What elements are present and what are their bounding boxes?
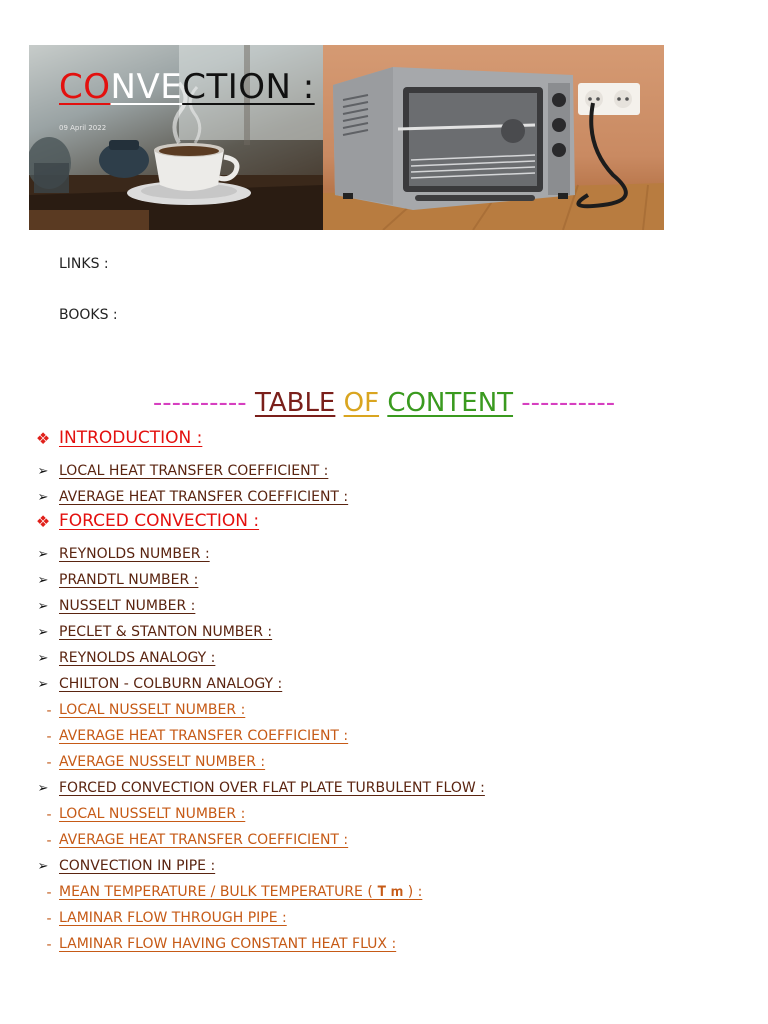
toc-item[interactable] [0,884,768,906]
toc-heading-word-of: OF [343,388,380,418]
dash-bullet-icon: - [46,885,52,901]
toc-item[interactable] [0,780,768,802]
toc-link[interactable]: AVERAGE HEAT TRANSFER COEFFICIENT : [59,728,349,744]
toc-item[interactable] [0,463,768,485]
toc-heading-dashes-left: ---------- [152,388,247,418]
toc-item[interactable] [0,489,768,511]
toc-link[interactable]: PECLET & STANTON NUMBER : [59,624,273,640]
dash-bullet-icon: - [46,833,52,849]
toc-link[interactable]: LOCAL NUSSELT NUMBER : [59,806,246,822]
toc-link[interactable]: LOCAL HEAT TRANSFER COEFFICIENT : [59,463,329,479]
toc-item[interactable] [0,910,768,932]
toc-item[interactable] [0,546,768,568]
header-banner [29,45,664,230]
toc-link[interactable]: CHILTON - COLBURN ANALOGY : [59,676,283,692]
arrow-bullet-icon: ➢ [37,651,49,666]
arrow-bullet-icon: ➢ [37,573,49,588]
toc-item[interactable] [0,728,768,750]
toc-link-forced-convection[interactable]: FORCED CONVECTION : [59,511,260,531]
toc-item[interactable] [0,832,768,854]
toc-link[interactable]: LAMINAR FLOW HAVING CONSTANT HEAT FLUX : [59,936,397,952]
toc-item[interactable] [0,650,768,672]
toc-item[interactable] [0,806,768,828]
toc-link[interactable]: LOCAL NUSSELT NUMBER : [59,702,246,718]
toc-item[interactable] [0,513,768,535]
toc-link-introduction[interactable]: INTRODUCTION : [59,428,203,448]
links-label: LINKS : [59,256,109,272]
arrow-bullet-icon: ➢ [37,781,49,796]
toc-link[interactable]: FORCED CONVECTION OVER FLAT PLATE TURBULENT FLOW : [59,780,485,796]
arrow-bullet-icon: ➢ [37,490,49,505]
toc-link[interactable]: AVERAGE HEAT TRANSFER COEFFICIENT : [59,832,349,848]
toc-link[interactable]: LAMINAR FLOW THROUGH PIPE : [59,910,287,926]
toaster-oven-illustration [323,45,664,230]
toc-link[interactable]: CONVECTION IN PIPE : [59,858,216,874]
toc-heading-word-content: CONTENT [387,388,514,418]
oven-photo [323,45,664,230]
arrow-bullet-icon: ➢ [37,625,49,640]
dash-bullet-icon: - [46,807,52,823]
title-part-3: CTION : [182,67,315,107]
toc-item[interactable] [0,858,768,880]
toc-heading-word-table: TABLE [254,388,336,418]
toc-item[interactable] [0,754,768,776]
toc-item[interactable] [0,572,768,594]
toc-item[interactable] [0,624,768,646]
arrow-bullet-icon: ➢ [37,599,49,614]
books-label: BOOKS : [59,307,118,323]
publish-date: 09 April 2022 [59,124,107,132]
diamond-bullet-icon: ❖ [35,512,51,531]
toc-link[interactable]: NUSSELT NUMBER : [59,598,196,614]
title-part-1: CO [59,67,111,107]
arrow-bullet-icon: ➢ [37,677,49,692]
coffee-cup-photo [29,45,323,230]
toc-item[interactable] [0,936,768,958]
dash-bullet-icon: - [46,703,52,719]
toc-link[interactable]: PRANDTL NUMBER : [59,572,199,588]
toc-link[interactable]: AVERAGE NUSSELT NUMBER : [59,754,266,770]
toc-item[interactable] [0,676,768,698]
toc-item[interactable] [0,702,768,724]
toc-heading [0,388,768,418]
toc-link[interactable]: REYNOLDS NUMBER : [59,546,210,562]
dash-bullet-icon: - [46,911,52,927]
toc-item[interactable] [0,598,768,620]
toc-link[interactable]: AVERAGE HEAT TRANSFER COEFFICIENT : [59,489,349,505]
arrow-bullet-icon: ➢ [37,464,49,479]
diamond-bullet-icon: ❖ [35,429,51,448]
dash-bullet-icon: - [46,729,52,745]
toc-heading-dashes-right: ---------- [521,388,616,418]
toc-link[interactable]: MEAN TEMPERATURE / BULK TEMPERATURE ( 𝐓 𝐦 ) : [59,884,423,900]
dash-bullet-icon: - [46,937,52,953]
toc-link[interactable]: REYNOLDS ANALOGY : [59,650,216,666]
toc-item[interactable] [0,430,768,452]
title-part-2: NVE [110,67,183,107]
page-title [59,67,315,107]
dash-bullet-icon: - [46,755,52,771]
arrow-bullet-icon: ➢ [37,859,49,874]
arrow-bullet-icon: ➢ [37,547,49,562]
